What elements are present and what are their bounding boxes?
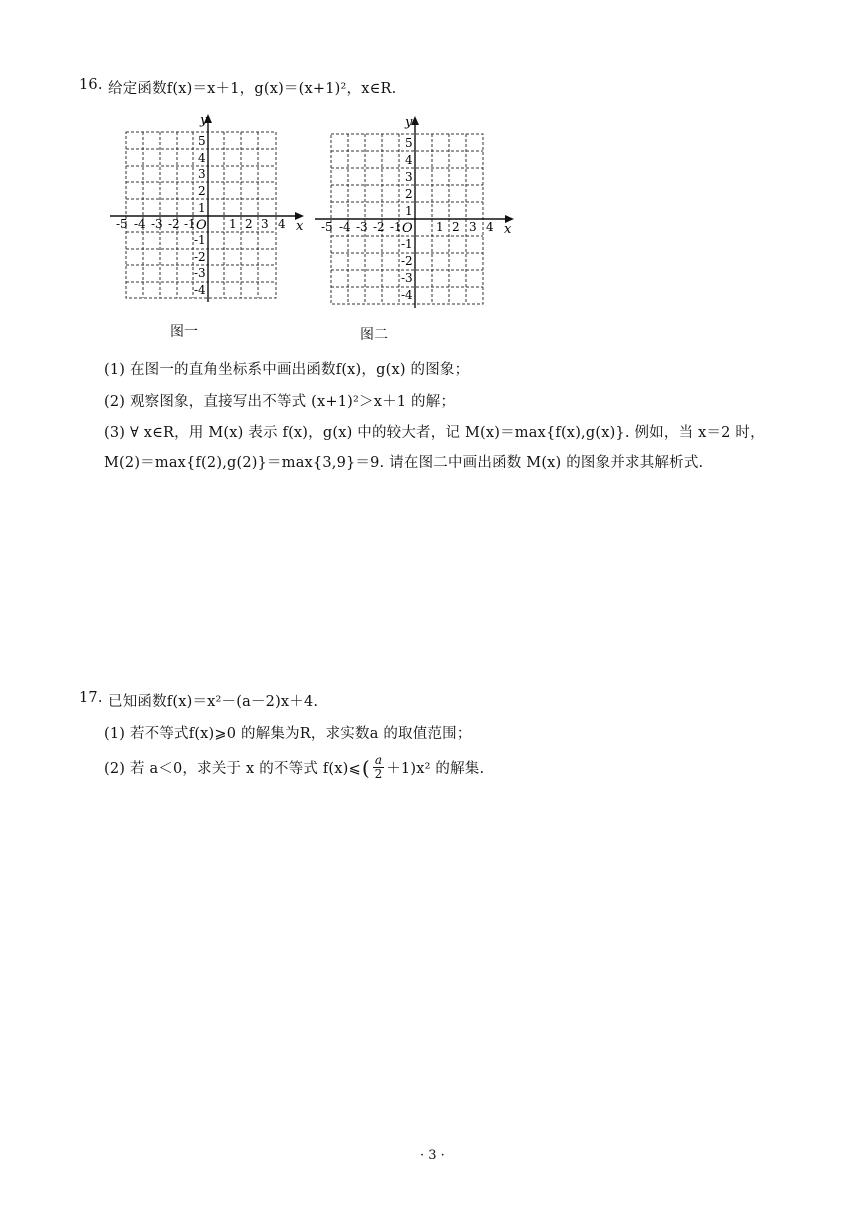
q16-sub2: (2) 观察图象，直接写出不等式 (x+1)²＞x＋1 的解； bbox=[104, 394, 456, 410]
figure-1-xtick: -5 bbox=[116, 217, 128, 231]
figure-1-ytick: -4 bbox=[194, 283, 206, 297]
figure-1-ytick: -1 bbox=[194, 233, 206, 247]
figure-2-xtick: 2 bbox=[452, 220, 460, 234]
figure-1-ytick: -3 bbox=[194, 266, 206, 280]
q16-sub3-line1: (3) ∀ x∈R，用 M(x) 表示 f(x)，g(x) 中的较大者，记 M(x)＝max{f(x),g(x)}. 例如，当 x＝2 时， bbox=[104, 425, 765, 441]
q16-sub3-line2: M(2)＝max{f(2),g(2)}＝max{3,9}＝9. 请在图二中画出函数 M(x) 的图象并求其解析式. bbox=[104, 455, 704, 471]
q16-sub1: (1) 在图一的直角坐标系中画出函数f(x)，g(x) 的图象； bbox=[104, 362, 470, 378]
figure-2-xtick: 1 bbox=[436, 220, 444, 234]
q17-sub1: (1) 若不等式f(x)⩾0 的解集为R，求实数a 的取值范围； bbox=[104, 726, 472, 742]
figure-2-origin: O bbox=[402, 221, 413, 236]
figure-1-ytick: 3 bbox=[198, 167, 206, 181]
figure-2-ytick: -1 bbox=[401, 237, 413, 251]
q17-sub2-suffix: ＋1)x² 的解集. bbox=[386, 761, 485, 777]
figure-1-origin: O bbox=[196, 218, 207, 233]
figure-2-xtick: -5 bbox=[321, 220, 333, 234]
figure-2-ytick: 2 bbox=[405, 187, 413, 201]
figure-1-ytick: 5 bbox=[198, 134, 206, 148]
figure-1-xtick: -2 bbox=[168, 217, 180, 231]
figure-2-ytick: 1 bbox=[405, 204, 413, 218]
q16-stem: 给定函数f(x)＝x＋1，g(x)＝(x+1)²，x∈R. bbox=[108, 81, 397, 97]
figure-2-ytick: -2 bbox=[401, 254, 413, 268]
q17-sub2-prefix: (2) 若 a＜0，求关于 x 的不等式 f(x)⩽ bbox=[104, 761, 361, 777]
figure-1-caption: 图一 bbox=[170, 324, 198, 340]
figure-2-xtick: -3 bbox=[356, 220, 368, 234]
q17-sub2-fraction-num: a bbox=[374, 753, 383, 767]
figure-2-xtick: -2 bbox=[373, 220, 385, 234]
figure-1-xtick: 1 bbox=[229, 217, 237, 231]
figure-2-ytick: -4 bbox=[401, 288, 413, 302]
figure-1-xtick: -4 bbox=[134, 217, 146, 231]
q17-stem: 已知函数f(x)＝x²－(a－2)x＋4. bbox=[108, 694, 319, 710]
figure-1-ytick: 2 bbox=[198, 184, 206, 198]
figure-1-xtick: 2 bbox=[245, 217, 253, 231]
figure-1-grid bbox=[108, 112, 308, 307]
figure-2-xtick: 4 bbox=[486, 220, 494, 234]
figure-2-caption: 图二 bbox=[360, 327, 388, 343]
figure-2-ytick: 3 bbox=[405, 170, 413, 184]
q16-number: 16. bbox=[79, 77, 103, 93]
figure-2-xtick: -4 bbox=[339, 220, 351, 234]
q17-sub2-open-paren: ( bbox=[361, 755, 370, 780]
figure-2-xtick: -1 bbox=[390, 220, 402, 234]
q17-number: 17. bbox=[79, 690, 103, 706]
figure-2-ytick: -3 bbox=[401, 271, 413, 285]
figure-1-xtick: 3 bbox=[261, 217, 269, 231]
figure-1-xtick: 4 bbox=[278, 217, 286, 231]
page-number: · 3 · bbox=[420, 1148, 445, 1163]
figure-1-xtick: -1 bbox=[184, 217, 196, 231]
q17-sub2-fraction-den: 2 bbox=[374, 767, 383, 781]
figure-1-ytick: -2 bbox=[194, 250, 206, 264]
figure-1-y-label: y bbox=[200, 113, 208, 128]
figure-1-xtick: -3 bbox=[151, 217, 163, 231]
figure-2-grid bbox=[313, 114, 518, 309]
figure-1-ytick: 1 bbox=[198, 201, 206, 215]
q17-sub2-fraction bbox=[373, 754, 384, 781]
figure-2-ytick: 4 bbox=[405, 153, 413, 167]
figure-1-x-label: x bbox=[296, 219, 304, 234]
figure-2-xtick: 3 bbox=[469, 220, 477, 234]
figure-2-y-label: y bbox=[405, 115, 413, 130]
figure-1-ytick: 4 bbox=[198, 151, 206, 165]
figure-2-x-label: x bbox=[504, 222, 512, 237]
q17-sub2 bbox=[104, 754, 484, 781]
figure-2-ytick: 5 bbox=[405, 136, 413, 150]
